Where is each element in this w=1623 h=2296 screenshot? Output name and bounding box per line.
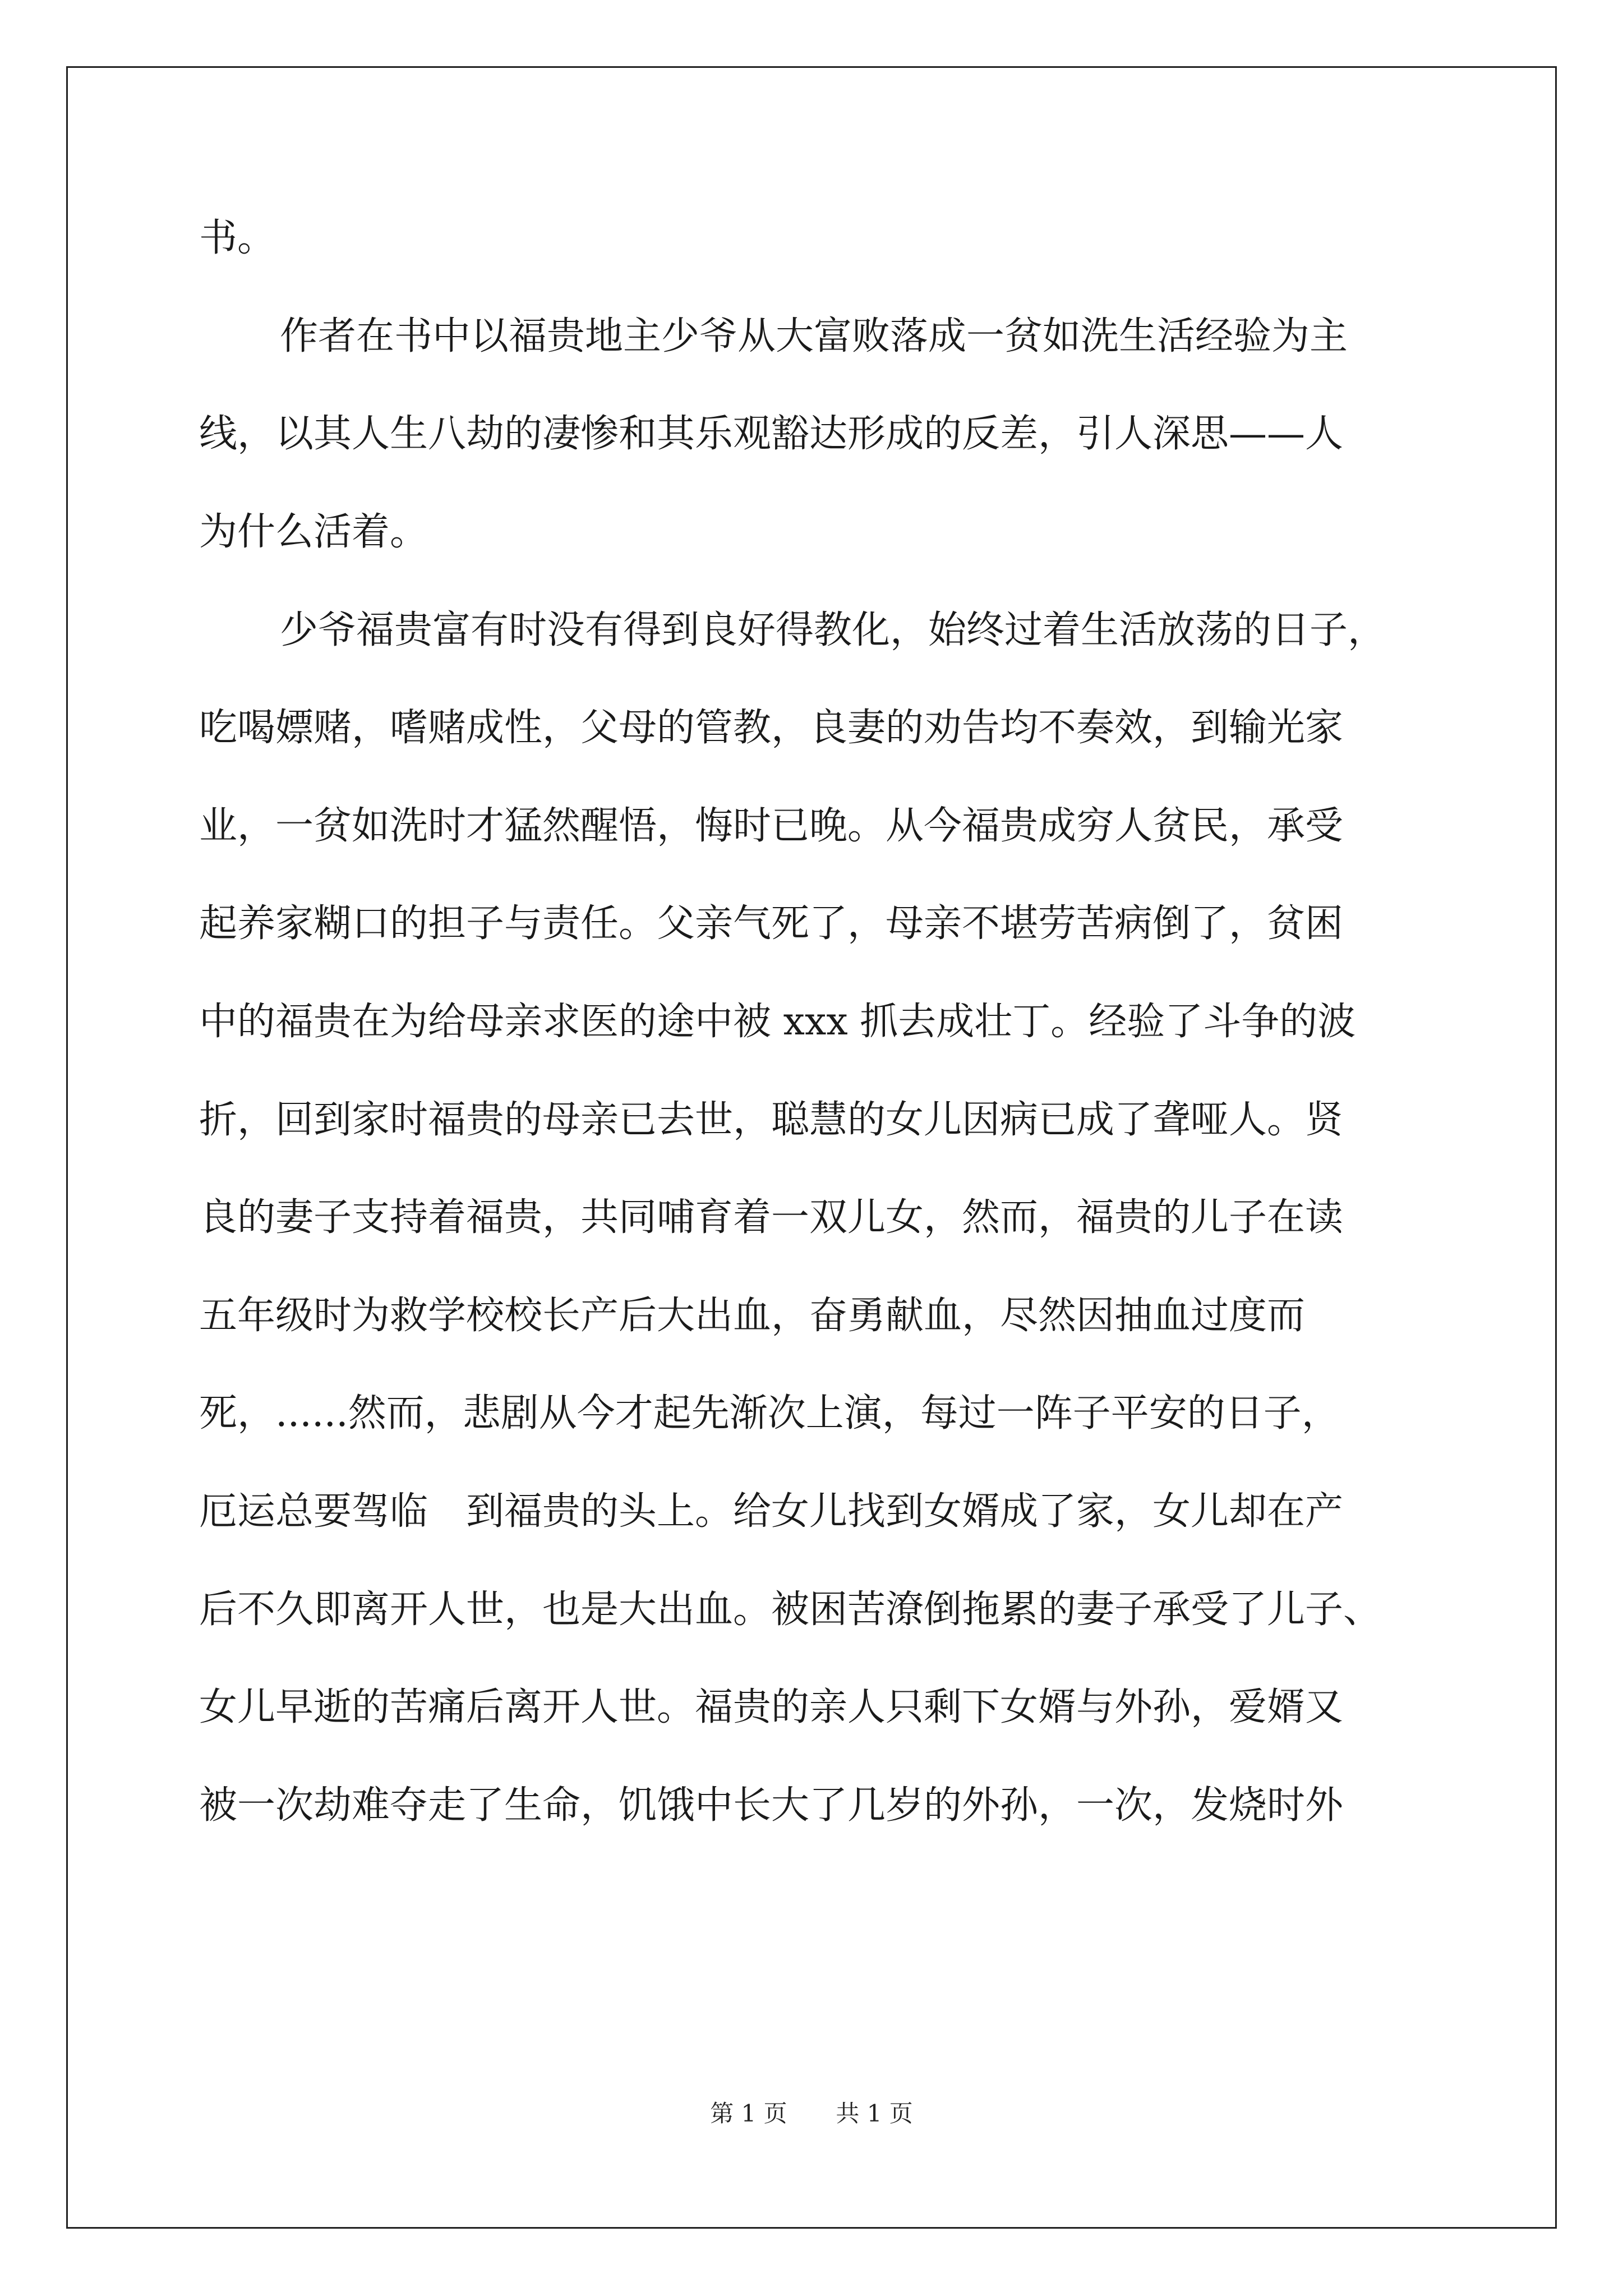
text-line: 中的福贵在为给母亲求医的途中被 xxx 抓去成壮丁。经验了斗争的波 [199,1000,1356,1044]
text-line: 作者在书中以福贵地主少爷从大富败落成一贫如洗生活经验为主 [280,314,1348,358]
text-line: 死，......然而，悲剧从今才起先渐次上演，每过一阵子平安的日子， [199,1391,1340,1435]
text-line: 被一次劫难夺走了生命，饥饿中长大了几岁的外孙，一次，发烧时外 [199,1783,1344,1828]
text-line: 线，以其人生八劫的凄惨和其乐观豁达形成的反差，引人深思——人 [199,412,1344,456]
text-line: 五年级时为救学校校长产后大出血，奋勇献血，尽然因抽血过度而 [199,1294,1306,1338]
text-line: 为什么活着。 [199,510,428,554]
page-total: 共 1 页 [836,2100,913,2127]
page-footer [0,2095,1623,2129]
text-line: 业，一贫如洗时才猛然醒悟，悔时已晚。从今福贵成穷人贫民，承受 [199,804,1344,848]
text-line: 女儿早逝的苦痛后离开人世。福贵的亲人只剩下女婿与外孙，爱婿又 [199,1685,1344,1729]
page-number: 第 1 页 [710,2100,787,2127]
text-line: 后不久即离开人世，也是大出血。被困苦潦倒拖累的妻子承受了儿子、 [199,1588,1382,1632]
text-line: 吃喝嫖赌，嗜赌成性，父母的管教，良妻的劝告均不奏效，到输光家 [199,706,1344,750]
text-line: 折，回到家时福贵的母亲已去世，聪慧的女儿因病已成了聋哑人。贤 [199,1098,1344,1142]
text-line: 少爷福贵富有时没有得到良好得教化，始终过着生活放荡的日子， [280,608,1386,652]
text-line: 良的妻子支持着福贵，共同哺育着一双儿女，然而，福贵的儿子在读 [199,1195,1344,1240]
text-line: 书。 [199,216,276,260]
text-line: 厄运总要驾临 到福贵的头上。给女儿找到女婿成了家，女儿却在产 [199,1489,1344,1534]
text-line: 起养家糊口的担子与责任。父亲气死了，母亲不堪劳苦病倒了，贫困 [199,901,1344,946]
